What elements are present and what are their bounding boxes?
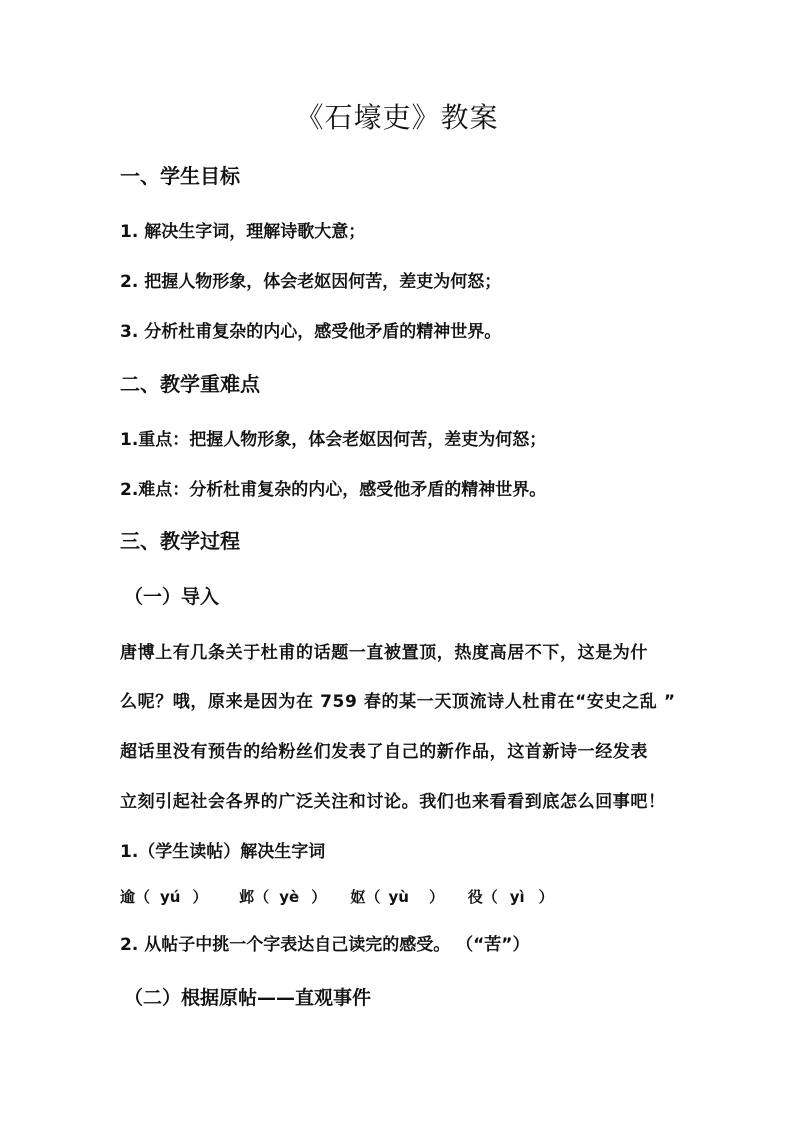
- section-heading-goals: 一、学生目标: [120, 164, 240, 188]
- section-heading-key-points: 二、教学重难点: [120, 372, 260, 396]
- subsection-heading-intro: （一）导入: [124, 586, 220, 608]
- goal-item-1: 1. 解决生字词，理解诗歌大意；: [120, 222, 366, 242]
- pinyin-row: [120, 886, 554, 907]
- intro-paragraph-line-4: 立刻引起社会各界的广泛关注和讨论。我们也来看看到底怎么回事吧！: [120, 792, 666, 812]
- intro-paragraph-line-3: 超话里没有预告的给粉丝们发表了自己的新作品，这首新诗一经发表: [120, 742, 648, 762]
- step-2-feeling: 2. 从帖子中挑一个字表达自己读完的感受。 （“苦”）: [120, 935, 530, 955]
- subsection-heading-original-post: （二）根据原帖——直观事件: [124, 987, 372, 1009]
- section-heading-process: 三、教学过程: [120, 529, 240, 553]
- intro-paragraph-line-1: 唐博上有几条关于杜甫的话题一直被置顶，热度高居不下，这是为什: [120, 643, 648, 663]
- step-1-vocabulary: 1.（学生读帖）解决生字词: [120, 842, 326, 862]
- goal-item-3: 3. 分析杜甫复杂的内心，感受他矛盾的精神世界。: [120, 322, 502, 342]
- pinyin-entry-2: 邺（ yè ）: [239, 888, 327, 906]
- goal-item-2: 2. 把握人物形象，体会老妪因何苦，差吏为何怒；: [120, 272, 502, 292]
- document-title: 《石壕吏》教案: [295, 101, 499, 134]
- intro-paragraph-line-2: 么呢？哦，原来是因为在 759 春的某一天顶流诗人杜甫在“安史之乱 ”: [120, 692, 676, 712]
- pinyin-entry-1: 逾（ yú ）: [120, 888, 208, 906]
- key-point-item-2: 2.难点：分析杜甫复杂的内心，感受他矛盾的精神世界。: [120, 480, 547, 500]
- pinyin-entry-3: 妪（ yù ）: [350, 888, 444, 906]
- key-point-item-1: 1.重点：把握人物形象，体会老妪因何苦，差吏为何怒；: [120, 430, 547, 450]
- pinyin-entry-4: 役（ yì ）: [467, 888, 554, 906]
